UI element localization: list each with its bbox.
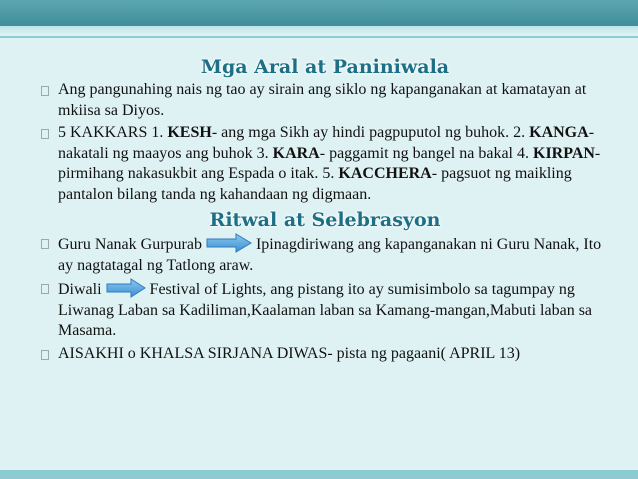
bullet-box-icon bbox=[41, 239, 49, 249]
heading-aral: Mga Aral at Paniniwala bbox=[200, 56, 450, 78]
text-segment: Ipinagdiriwang ang kapanganakan ni Guru Nanak, Ito ay nagtatagal ng Tatlong araw. bbox=[58, 236, 602, 274]
arrow-right-icon bbox=[106, 278, 146, 298]
text-segment: Guru Nanak Gurpurab bbox=[58, 236, 206, 253]
text-segment: - ang mga Sikh ay hindi pagpuputol ng buhok. 2. bbox=[211, 124, 530, 141]
bullet-item bbox=[40, 80, 610, 121]
text-segment: Diwali bbox=[58, 281, 106, 298]
bullet-box-icon bbox=[41, 350, 49, 360]
text-segment: 5 KAKKARS 1. bbox=[58, 124, 168, 141]
text-segment: - pirmihang nakasukbit ang Espada o itak. 5. bbox=[58, 144, 601, 182]
keyword-kara: KARA bbox=[272, 144, 320, 162]
keyword-kanga: KANGA bbox=[529, 124, 589, 141]
heading-ritwal: Ritwal at Selebrasyon bbox=[209, 209, 441, 231]
bullet-box-icon bbox=[41, 284, 49, 294]
slide-content bbox=[40, 54, 610, 366]
bullet-text bbox=[58, 124, 600, 203]
bullet-text bbox=[58, 236, 601, 274]
bullet-item-kakkars bbox=[40, 123, 610, 205]
keyword-kirpan: KIRPAN bbox=[533, 144, 595, 162]
bullet-box-icon bbox=[41, 129, 49, 139]
bullet-item-aisakhi bbox=[40, 344, 610, 365]
bullet-text: AISAKHI o KHALSA SIRJANA DIWAS- pista ng pagaani( APRIL 13) bbox=[58, 344, 521, 362]
text-segment: - paggamit ng bangel na bakal 4. bbox=[319, 144, 533, 162]
arrow-right-icon bbox=[206, 233, 252, 253]
bullet-item-diwali bbox=[40, 278, 610, 342]
bullet-item-gurpurab bbox=[40, 233, 610, 276]
text-segment: - nakatali ng maayos ang buhok 3. bbox=[58, 124, 595, 162]
top-divider bbox=[0, 36, 638, 38]
text-segment: - pagsuot ng maikling pantalon bilang tanda ng kahandaan ng digmaan. bbox=[58, 165, 572, 203]
bottom-banner bbox=[0, 470, 638, 479]
text-segment: Festival of Lights, ang pistang ito ay sumisimbolo sa tagumpay ng Liwanag Laban sa Kadiliman,Kaalaman laban sa Kamang-mangan,Mabuti laban sa Masama. bbox=[58, 281, 593, 339]
bullet-text bbox=[58, 281, 592, 339]
bullet-text: Ang pangunahing nais ng tao ay sirain ang siklo ng kapanganakan at kamatayan at mkiisa sa Diyos. bbox=[58, 81, 587, 119]
top-banner bbox=[0, 0, 638, 26]
keyword-kacchera: KACCHERA bbox=[338, 165, 432, 182]
keyword-kesh: KESH bbox=[167, 124, 212, 141]
bullet-box-icon bbox=[41, 86, 49, 96]
